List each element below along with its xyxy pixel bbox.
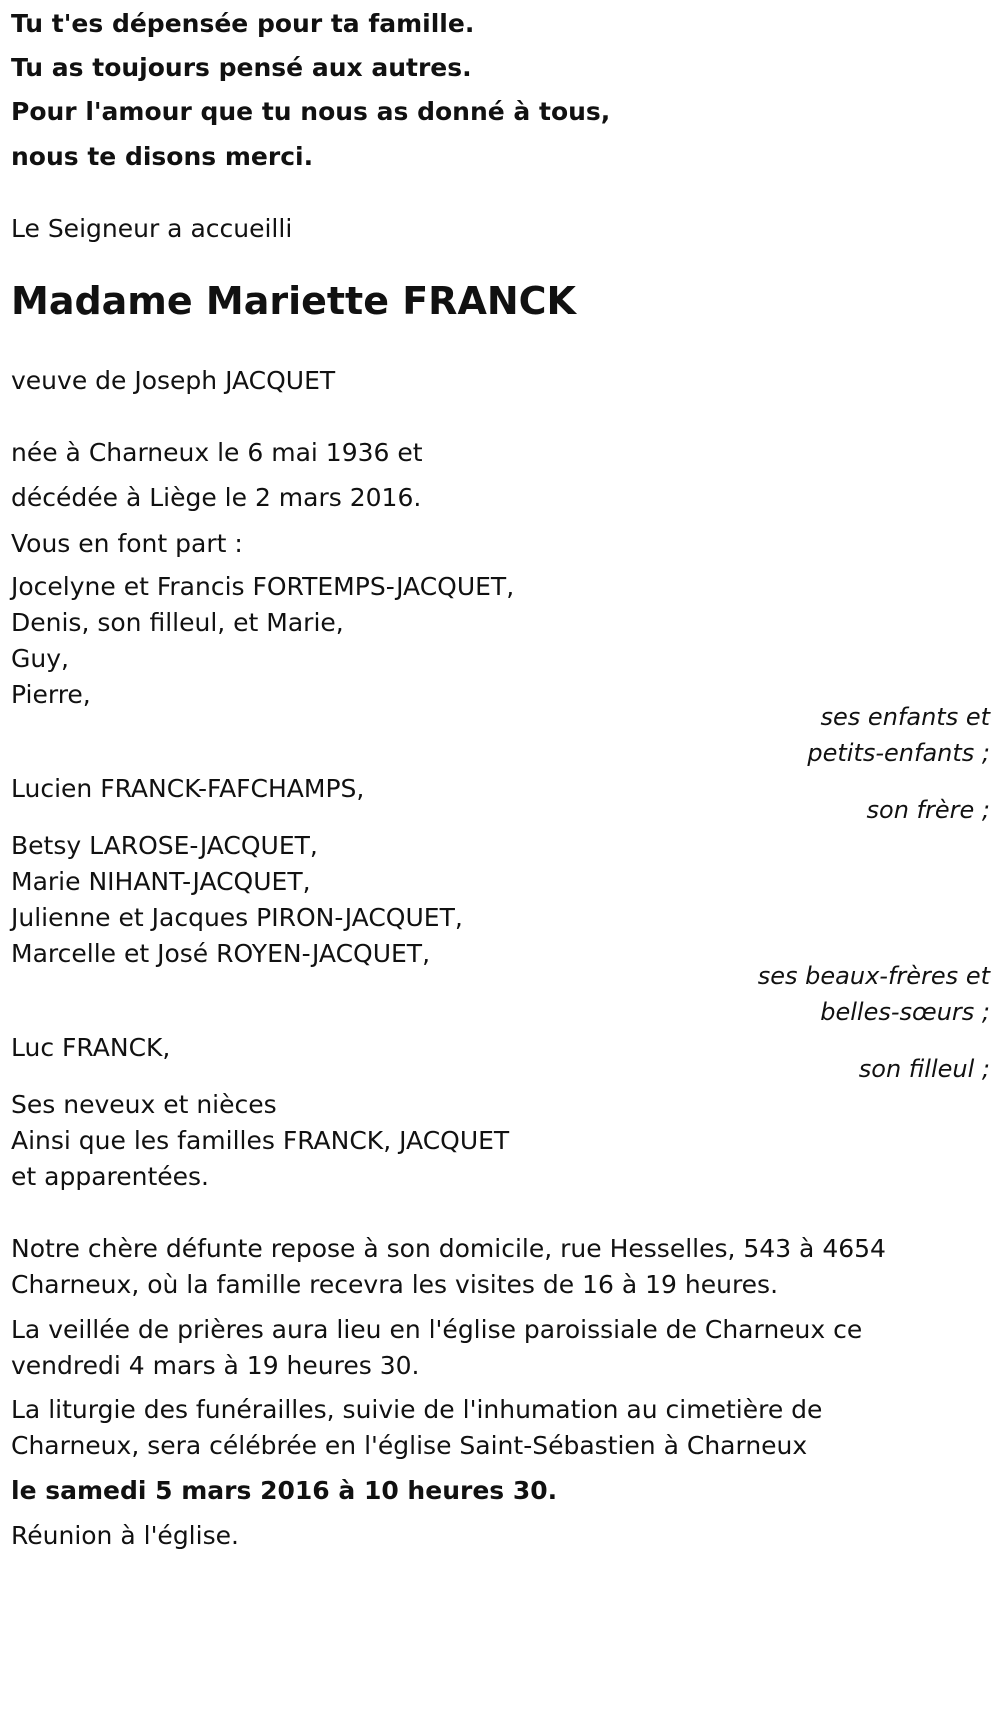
children-role: ses enfants et [820, 703, 990, 731]
meeting-text: Réunion à l'église. [11, 1521, 239, 1550]
list-item: Julienne et Jacques PIRON-JACQUET, [11, 903, 463, 932]
death-info: décédée à Liège le 2 mars 2016. [11, 483, 422, 512]
list-item: Jocelyne et Francis FORTEMPS-JACQUET, [11, 572, 515, 601]
list-item: Marcelle et José ROYEN-JACQUET, [11, 939, 431, 968]
list-item: et apparentées. [11, 1162, 209, 1191]
visit-text: Notre chère défunte repose à son domicile, rue Hesselles, 543 à 4654 [11, 1234, 886, 1263]
brother-name: Lucien FRANCK-FAFCHAMPS, [11, 774, 365, 803]
list-item: Guy, [11, 644, 69, 673]
children-list [11, 567, 514, 715]
funeral-date: le samedi 5 mars 2016 à 10 heures 30. [11, 1476, 558, 1505]
announce-text: Vous en font part : [11, 529, 243, 558]
verse-line: Pour l'amour que tu nous as donné à tous, [11, 97, 611, 126]
funeral-text: La liturgie des funérailles, suivie de l'inhumation au cimetière de [11, 1395, 823, 1424]
list-item: Ainsi que les familles FRANCK, JACQUET [11, 1126, 510, 1155]
vigil-text: La veillée de prières aura lieu en l'église paroissiale de Charneux ce [11, 1315, 863, 1344]
visit-text: Charneux, où la famille recevra les visites de 16 à 19 heures. [11, 1270, 779, 1299]
in-laws-role: ses beaux-frères et [757, 962, 990, 990]
others-list [11, 1085, 509, 1197]
list-item: Ses neveux et nièces [11, 1090, 277, 1119]
list-item: Marie NIHANT-JACQUET, [11, 867, 311, 896]
children-role: petits-enfants ; [807, 739, 990, 767]
verse-line: nous te disons merci. [11, 142, 314, 171]
list-item: Denis, son filleul, et Marie, [11, 608, 344, 637]
godson-role: son filleul ; [858, 1055, 990, 1083]
intro-text: Le Seigneur a accueilli [11, 214, 293, 243]
funeral-text: Charneux, sera célébrée en l'église Saint-Sébastien à Charneux [11, 1431, 808, 1460]
in-laws-role: belles-sœurs ; [820, 998, 990, 1026]
list-item: Betsy LAROSE-JACQUET, [11, 831, 318, 860]
vigil-text: vendredi 4 mars à 19 heures 30. [11, 1351, 420, 1380]
verse-line: Tu as toujours pensé aux autres. [11, 53, 472, 82]
birth-info: née à Charneux le 6 mai 1936 et [11, 438, 423, 467]
godson-name: Luc FRANCK, [11, 1033, 171, 1062]
deceased-name: Madame Mariette FRANCK [11, 279, 576, 323]
in-laws-list [11, 826, 463, 974]
widow-of: veuve de Joseph JACQUET [11, 366, 336, 395]
brother-role: son frère ; [866, 796, 990, 824]
verse-line: Tu t'es dépensée pour ta famille. [11, 9, 475, 38]
list-item: Pierre, [11, 680, 91, 709]
